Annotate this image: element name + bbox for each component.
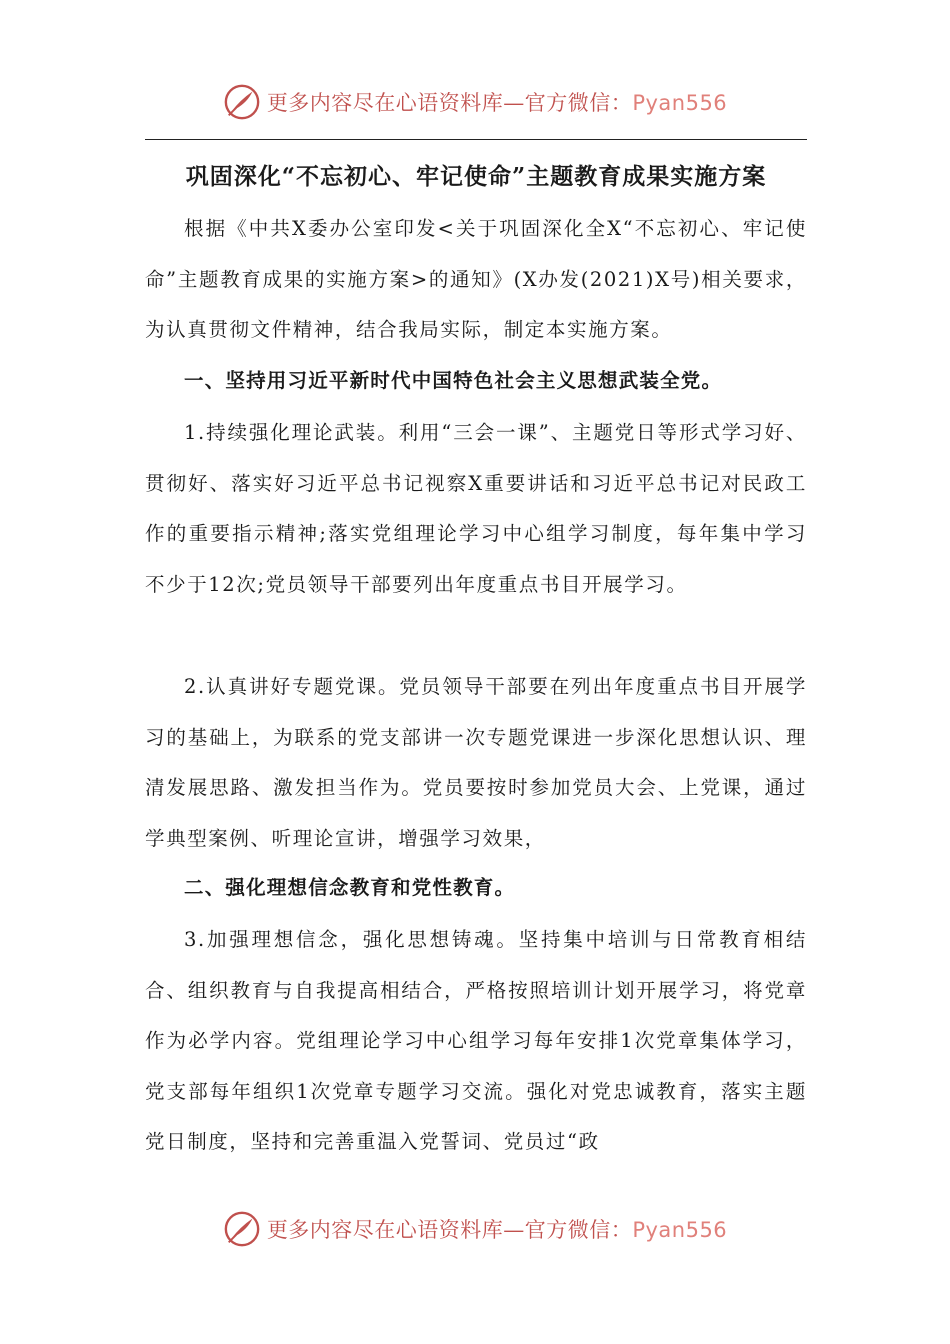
item-paragraph-1: 1.持续强化理论武装。利用“三会一课”、主题党日等形式学习好、贯彻好、落实好习近平总书记视察X重要讲话和习近平总书记对民政工作的重要指示精神;落实党组理论学习中心组学习制度，每年集中学习不少于12次;党员领导干部要列出年度重点书目开展学习。 (145, 421, 807, 596)
footer-watermark (0, 1207, 950, 1251)
section-heading-2: 二、强化理想信念教育和党性教育。 (184, 876, 516, 899)
item-paragraph-2: 2.认真讲好专题党课。党员领导干部要在列出年度重点书目开展学习的基础上，为联系的党支部讲一次专题党课进一步深化思想认识、理清发展思路、激发担当作为。党员要按时参加党员大会、上党课，通过学典型案例、听理论宣讲，增强学习效果， (145, 675, 807, 850)
section-heading-1: 一、坚持用习近平新时代中国特色社会主义思想武装全党。 (184, 369, 723, 392)
watermark-text: 更多内容尽在心语资料库—官方微信：Pyan556 (266, 1218, 728, 1242)
quill-pen-logo-icon (223, 83, 261, 121)
header-rule (145, 139, 807, 140)
intro-paragraph: 根据《中共X委办公室印发<关于巩固深化全X“不忘初心、牢记使命”主题教育成果的实施方案>的通知》(X办发(2021)X号)相关要求，为认真贯彻文件精神，结合我局实际，制定本实施方案。 (145, 217, 807, 341)
document-title: 巩固深化“不忘初心、牢记使命”主题教育成果实施方案 (185, 163, 767, 190)
item-paragraph-3: 3.加强理想信念，强化思想铸魂。坚持集中培训与日常教育相结合、组织教育与自我提高相结合，严格按照培训计划开展学习，将党章作为必学内容。党组理论学习中心组学习每年安排1次党章集体学习，党支部每年组织1次党章专题学习交流。强化对党忠诚教育，落实主题党日制度，坚持和完善重温入党誓词、党员过“政 (145, 928, 807, 1153)
header-watermark (0, 80, 950, 124)
quill-pen-logo-icon (223, 1210, 261, 1248)
watermark-text: 更多内容尽在心语资料库—官方微信：Pyan556 (266, 91, 728, 115)
